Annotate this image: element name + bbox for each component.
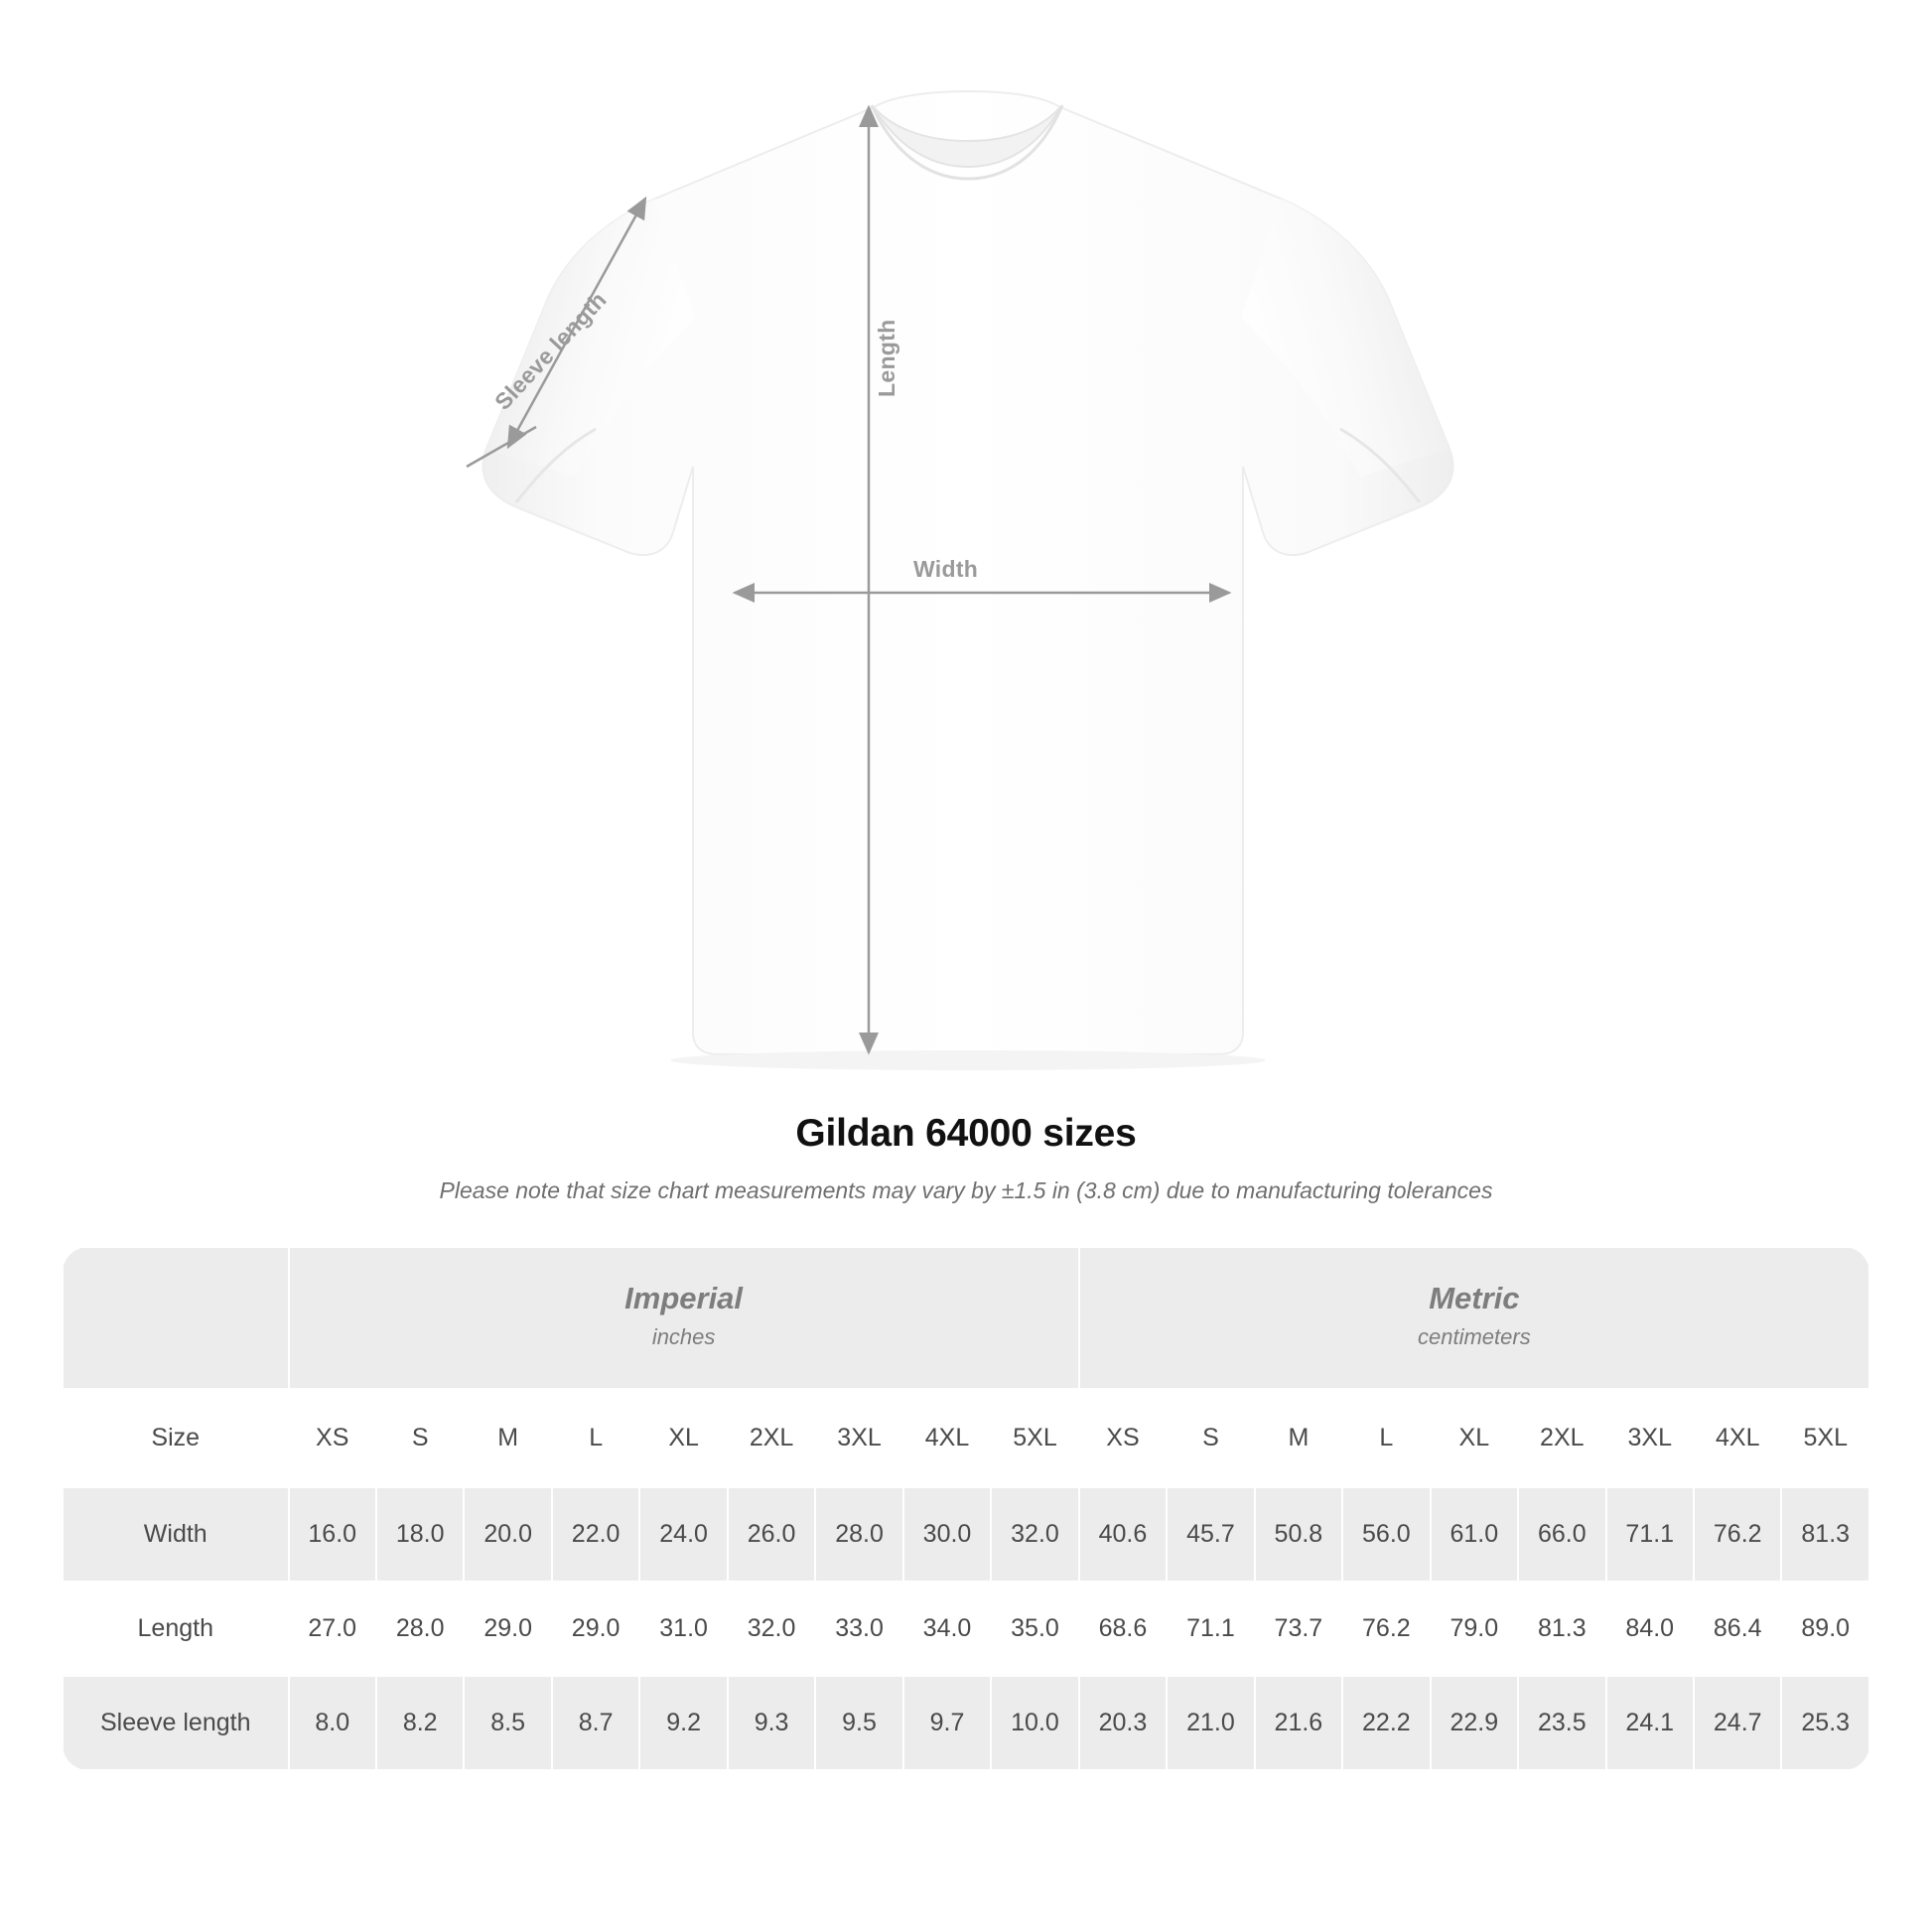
size-table [62, 1246, 1870, 1771]
column-header-cell: 4XL [903, 1389, 991, 1487]
system-metric-cell [1079, 1247, 1869, 1389]
table-cell: 23.5 [1518, 1676, 1605, 1770]
column-header-cell: 4XL [1694, 1389, 1781, 1487]
table-cell: 34.0 [903, 1582, 991, 1676]
table-cell: 9.7 [903, 1676, 991, 1770]
table-cell: 8.2 [376, 1676, 464, 1770]
row-label: Length [63, 1582, 289, 1676]
table-cell: 25.3 [1781, 1676, 1869, 1770]
table-cell: 18.0 [376, 1487, 464, 1582]
column-header-cell: M [464, 1389, 551, 1487]
system-header-row [63, 1247, 1869, 1389]
table-cell: 33.0 [815, 1582, 902, 1676]
table-cell: 24.0 [639, 1487, 727, 1582]
table-cell: 32.0 [728, 1582, 815, 1676]
length-label: Length [874, 319, 899, 397]
table-cell: 9.2 [639, 1676, 727, 1770]
table-cell: 84.0 [1606, 1582, 1694, 1676]
column-header-cell: XL [1431, 1389, 1518, 1487]
page-title: Gildan 64000 sizes [795, 1112, 1137, 1155]
table-cell: 71.1 [1167, 1582, 1254, 1676]
table-cell: 20.0 [464, 1487, 551, 1582]
table-row [63, 1582, 1869, 1676]
table-row [63, 1487, 1869, 1582]
table-cell: 27.0 [289, 1582, 376, 1676]
table-cell: 32.0 [991, 1487, 1078, 1582]
table-cell: 81.3 [1518, 1582, 1605, 1676]
column-header-cell: L [552, 1389, 639, 1487]
tolerance-note: Please note that size chart measurements may vary by ±1.5 in (3.8 cm) due to manufacturing tolerances [439, 1177, 1493, 1203]
system-imperial-name: Imperial [624, 1281, 744, 1315]
table-cell: 81.3 [1781, 1487, 1869, 1582]
table-cell: 68.6 [1079, 1582, 1167, 1676]
column-header-cell: XL [639, 1389, 727, 1487]
column-header-cell: 2XL [728, 1389, 815, 1487]
table-cell: 89.0 [1781, 1582, 1869, 1676]
column-header-cell: S [376, 1389, 464, 1487]
size-table-wrapper [62, 1246, 1870, 1771]
table-cell: 24.7 [1694, 1676, 1781, 1770]
table-cell: 26.0 [728, 1487, 815, 1582]
column-header-cell: 2XL [1518, 1389, 1605, 1487]
table-cell: 56.0 [1342, 1487, 1430, 1582]
column-header-cell: M [1255, 1389, 1342, 1487]
table-cell: 22.2 [1342, 1676, 1430, 1770]
table-cell: 29.0 [552, 1582, 639, 1676]
table-cell: 40.6 [1079, 1487, 1167, 1582]
table-cell: 9.5 [815, 1676, 902, 1770]
table-cell: 21.0 [1167, 1676, 1254, 1770]
system-metric-name: Metric [1429, 1281, 1520, 1315]
size-header-cell: Size [63, 1389, 289, 1487]
table-cell: 66.0 [1518, 1487, 1605, 1582]
column-header-cell: 3XL [815, 1389, 902, 1487]
table-cell: 8.5 [464, 1676, 551, 1770]
table-cell: 20.3 [1079, 1676, 1167, 1770]
system-metric-unit: centimeters [1418, 1323, 1531, 1349]
table-cell: 16.0 [289, 1487, 376, 1582]
table-cell: 29.0 [464, 1582, 551, 1676]
column-header-cell: 5XL [1781, 1389, 1869, 1487]
column-header-cell: 3XL [1606, 1389, 1694, 1487]
table-cell: 31.0 [639, 1582, 727, 1676]
column-header-cell: S [1167, 1389, 1254, 1487]
table-cell: 35.0 [991, 1582, 1078, 1676]
table-cell: 8.7 [552, 1676, 639, 1770]
row-label: Width [63, 1487, 289, 1582]
table-cell: 61.0 [1431, 1487, 1518, 1582]
table-cell: 24.1 [1606, 1676, 1694, 1770]
system-corner-cell [63, 1247, 289, 1389]
table-cell: 76.2 [1694, 1487, 1781, 1582]
table-cell: 21.6 [1255, 1676, 1342, 1770]
table-cell: 45.7 [1167, 1487, 1254, 1582]
table-cell: 22.0 [552, 1487, 639, 1582]
table-cell: 76.2 [1342, 1582, 1430, 1676]
width-label: Width [913, 556, 979, 582]
table-cell: 73.7 [1255, 1582, 1342, 1676]
table-cell: 10.0 [991, 1676, 1078, 1770]
table-cell: 8.0 [289, 1676, 376, 1770]
column-header-cell: 5XL [991, 1389, 1078, 1487]
table-row [63, 1676, 1869, 1770]
table-cell: 22.9 [1431, 1676, 1518, 1770]
table-cell: 86.4 [1694, 1582, 1781, 1676]
column-header-cell: L [1342, 1389, 1430, 1487]
system-imperial-cell [289, 1247, 1079, 1389]
column-header-row [63, 1389, 1869, 1487]
system-imperial-unit: inches [651, 1323, 716, 1349]
table-cell: 71.1 [1606, 1487, 1694, 1582]
table-cell: 9.3 [728, 1676, 815, 1770]
row-label: Sleeve length [63, 1676, 289, 1770]
table-cell: 30.0 [903, 1487, 991, 1582]
column-header-cell: XS [1079, 1389, 1167, 1487]
sleeve-length-label: Sleeve length [489, 286, 612, 415]
table-cell: 28.0 [815, 1487, 902, 1582]
table-cell: 50.8 [1255, 1487, 1342, 1582]
column-header-cell: XS [289, 1389, 376, 1487]
title-block [0, 1112, 1932, 1204]
table-cell: 79.0 [1431, 1582, 1518, 1676]
table-cell: 28.0 [376, 1582, 464, 1676]
